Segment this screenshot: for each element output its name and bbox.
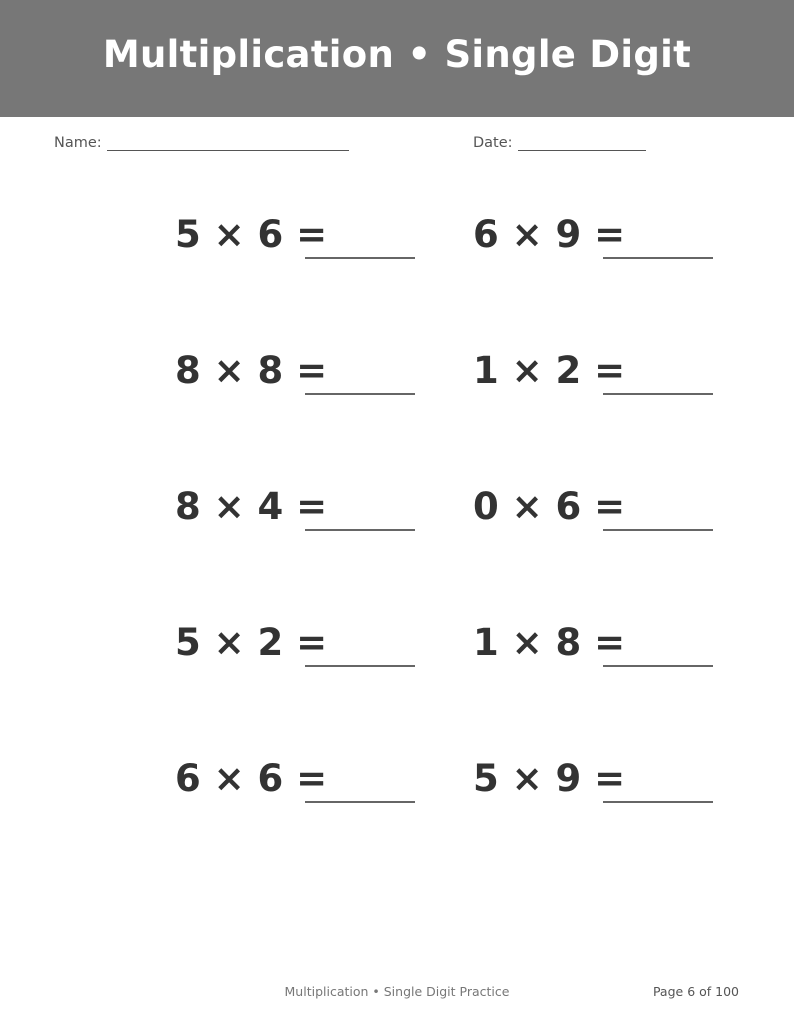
problem-expression: 1 × 2 =	[473, 349, 626, 392]
problem-expression: 8 × 4 =	[175, 485, 328, 528]
problem-7	[175, 621, 435, 681]
answer-line	[305, 257, 415, 259]
problem-expression: 8 × 8 =	[175, 349, 328, 392]
answer-line	[603, 529, 713, 531]
problem-3	[175, 349, 435, 409]
date-write-line	[518, 134, 646, 151]
problem-expression: 5 × 6 =	[175, 213, 328, 256]
answer-line	[603, 665, 713, 667]
page-number: Page 6 of 100	[652, 984, 739, 999]
problem-expression: 5 × 9 =	[473, 757, 626, 800]
problem-8	[473, 621, 733, 681]
answer-line	[603, 393, 713, 395]
problem-4	[473, 349, 733, 409]
header-banner	[0, 0, 794, 117]
answer-line	[305, 393, 415, 395]
problem-expression: 6 × 6 =	[175, 757, 328, 800]
problem-2	[473, 213, 733, 273]
problem-expression: 5 × 2 =	[175, 621, 328, 664]
answer-line	[305, 801, 415, 803]
problem-6	[473, 485, 733, 545]
page-title: Multiplication • Single Digit	[102, 33, 692, 76]
problem-expression: 6 × 9 =	[473, 213, 626, 256]
name-label: Name:	[54, 135, 102, 151]
problem-expression: 1 × 8 =	[473, 621, 626, 664]
date-label: Date:	[473, 135, 513, 151]
problem-9	[175, 757, 435, 817]
answer-line	[603, 801, 713, 803]
answer-line	[603, 257, 713, 259]
answer-line	[305, 529, 415, 531]
answer-line	[305, 665, 415, 667]
name-field	[54, 134, 349, 151]
problem-1	[175, 213, 435, 273]
footer-title: Multiplication • Single Digit Practice	[284, 984, 510, 999]
problem-5	[175, 485, 435, 545]
problem-10	[473, 757, 733, 817]
date-field	[473, 134, 646, 151]
problem-expression: 0 × 6 =	[473, 485, 626, 528]
name-write-line	[107, 134, 349, 151]
